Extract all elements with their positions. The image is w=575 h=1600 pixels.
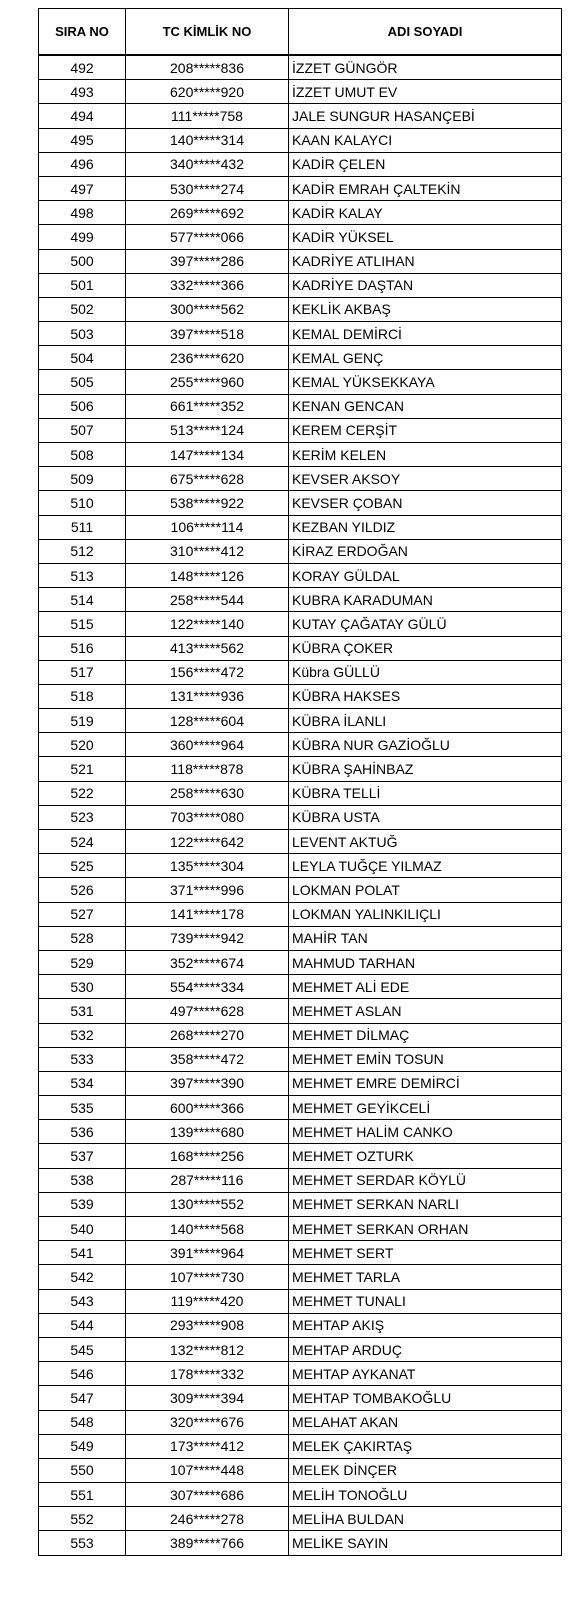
row-tc-kimlik-no: 352*****674 — [126, 950, 289, 974]
row-sira-no: 536 — [39, 1120, 126, 1144]
row-adi-soyadi: MEHTAP AYKANAT — [289, 1362, 562, 1386]
row-sira-no: 492 — [39, 55, 126, 80]
row-tc-kimlik-no: 309*****394 — [126, 1386, 289, 1410]
row-adi-soyadi: İZZET GÜNGÖR — [289, 55, 562, 80]
row-tc-kimlik-no: 577*****066 — [126, 225, 289, 249]
row-sira-no: 507 — [39, 418, 126, 442]
table-row — [39, 176, 562, 200]
row-adi-soyadi: MEHMET EMİN TOSUN — [289, 1047, 562, 1071]
row-adi-soyadi: MELİKE SAYIN — [289, 1531, 562, 1555]
row-sira-no: 538 — [39, 1168, 126, 1192]
row-sira-no: 539 — [39, 1192, 126, 1216]
row-tc-kimlik-no: 389*****766 — [126, 1531, 289, 1555]
row-adi-soyadi: MEHMET SERKAN ORHAN — [289, 1217, 562, 1241]
row-sira-no: 500 — [39, 249, 126, 273]
row-tc-kimlik-no: 332*****366 — [126, 273, 289, 297]
row-tc-kimlik-no: 128*****604 — [126, 709, 289, 733]
table-row — [39, 830, 562, 854]
table-row — [39, 1507, 562, 1531]
row-adi-soyadi: KEMAL YÜKSEKKAYA — [289, 370, 562, 394]
row-tc-kimlik-no: 130*****552 — [126, 1192, 289, 1216]
row-sira-no: 499 — [39, 225, 126, 249]
row-tc-kimlik-no: 513*****124 — [126, 418, 289, 442]
row-adi-soyadi: MEHTAP AKIŞ — [289, 1313, 562, 1337]
row-tc-kimlik-no: 554*****334 — [126, 975, 289, 999]
row-adi-soyadi: KADRİYE ATLIHAN — [289, 249, 562, 273]
table-row — [39, 225, 562, 249]
row-tc-kimlik-no: 236*****620 — [126, 346, 289, 370]
row-sira-no: 534 — [39, 1071, 126, 1095]
row-tc-kimlik-no: 358*****472 — [126, 1047, 289, 1071]
row-sira-no: 543 — [39, 1289, 126, 1313]
row-sira-no: 497 — [39, 176, 126, 200]
row-tc-kimlik-no: 307*****686 — [126, 1483, 289, 1507]
row-tc-kimlik-no: 107*****730 — [126, 1265, 289, 1289]
row-sira-no: 495 — [39, 128, 126, 152]
row-tc-kimlik-no: 107*****448 — [126, 1458, 289, 1482]
row-adi-soyadi: MEHMET TUNALI — [289, 1289, 562, 1313]
row-sira-no: 505 — [39, 370, 126, 394]
row-adi-soyadi: MAHİR TAN — [289, 926, 562, 950]
row-adi-soyadi: MELEK DİNÇER — [289, 1458, 562, 1482]
row-adi-soyadi: KAAN KALAYCI — [289, 128, 562, 152]
row-tc-kimlik-no: 360*****964 — [126, 733, 289, 757]
table-row — [39, 201, 562, 225]
table-row — [39, 443, 562, 467]
row-sira-no: 511 — [39, 515, 126, 539]
table-row — [39, 297, 562, 321]
table-row — [39, 1386, 562, 1410]
row-sira-no: 506 — [39, 394, 126, 418]
row-sira-no: 549 — [39, 1434, 126, 1458]
row-sira-no: 518 — [39, 684, 126, 708]
row-sira-no: 532 — [39, 1023, 126, 1047]
table-row — [39, 975, 562, 999]
table-row — [39, 1483, 562, 1507]
row-sira-no: 526 — [39, 878, 126, 902]
row-sira-no: 517 — [39, 660, 126, 684]
row-sira-no: 545 — [39, 1337, 126, 1361]
table-row — [39, 249, 562, 273]
table-row — [39, 878, 562, 902]
row-sira-no: 547 — [39, 1386, 126, 1410]
row-tc-kimlik-no: 122*****642 — [126, 830, 289, 854]
table-row — [39, 709, 562, 733]
row-adi-soyadi: LEVENT AKTUĞ — [289, 830, 562, 854]
row-sira-no: 550 — [39, 1458, 126, 1482]
table-row — [39, 1168, 562, 1192]
table-row — [39, 781, 562, 805]
row-adi-soyadi: MEHMET HALİM CANKO — [289, 1120, 562, 1144]
row-tc-kimlik-no: 246*****278 — [126, 1507, 289, 1531]
row-tc-kimlik-no: 620*****920 — [126, 80, 289, 104]
row-sira-no: 504 — [39, 346, 126, 370]
row-sira-no: 513 — [39, 563, 126, 587]
table-row — [39, 1192, 562, 1216]
table-row — [39, 80, 562, 104]
row-adi-soyadi: JALE SUNGUR HASANÇEBİ — [289, 104, 562, 128]
row-tc-kimlik-no: 140*****314 — [126, 128, 289, 152]
row-tc-kimlik-no: 300*****562 — [126, 297, 289, 321]
row-adi-soyadi: KEZBAN YILDIZ — [289, 515, 562, 539]
table-row — [39, 733, 562, 757]
table-row — [39, 1071, 562, 1095]
row-sira-no: 525 — [39, 854, 126, 878]
row-adi-soyadi: KEREM CERŞİT — [289, 418, 562, 442]
row-adi-soyadi: Kübra GÜLLÜ — [289, 660, 562, 684]
row-adi-soyadi: KÜBRA NUR GAZİOĞLU — [289, 733, 562, 757]
row-sira-no: 546 — [39, 1362, 126, 1386]
row-adi-soyadi: MELİHA BULDAN — [289, 1507, 562, 1531]
row-adi-soyadi: LEYLA TUĞÇE YILMAZ — [289, 854, 562, 878]
row-sira-no: 493 — [39, 80, 126, 104]
row-adi-soyadi: KÜBRA TELLİ — [289, 781, 562, 805]
row-adi-soyadi: KENAN GENCAN — [289, 394, 562, 418]
row-sira-no: 519 — [39, 709, 126, 733]
row-adi-soyadi: KEVSER AKSOY — [289, 467, 562, 491]
row-tc-kimlik-no: 106*****114 — [126, 515, 289, 539]
table-row — [39, 491, 562, 515]
table-row — [39, 612, 562, 636]
table-row — [39, 394, 562, 418]
table-row — [39, 104, 562, 128]
row-tc-kimlik-no: 140*****568 — [126, 1217, 289, 1241]
table-row — [39, 1434, 562, 1458]
table-row — [39, 684, 562, 708]
name-list-table — [38, 8, 562, 1556]
row-tc-kimlik-no: 168*****256 — [126, 1144, 289, 1168]
row-tc-kimlik-no: 397*****390 — [126, 1071, 289, 1095]
row-adi-soyadi: MEHMET TARLA — [289, 1265, 562, 1289]
row-tc-kimlik-no: 530*****274 — [126, 176, 289, 200]
table-row — [39, 588, 562, 612]
row-sira-no: 537 — [39, 1144, 126, 1168]
row-adi-soyadi: KÜBRA İLANLI — [289, 709, 562, 733]
row-tc-kimlik-no: 320*****676 — [126, 1410, 289, 1434]
row-tc-kimlik-no: 538*****922 — [126, 491, 289, 515]
row-tc-kimlik-no: 397*****518 — [126, 322, 289, 346]
row-tc-kimlik-no: 739*****942 — [126, 926, 289, 950]
table-row — [39, 1337, 562, 1361]
row-sira-no: 535 — [39, 1096, 126, 1120]
row-tc-kimlik-no: 675*****628 — [126, 467, 289, 491]
table-row — [39, 322, 562, 346]
table-row — [39, 805, 562, 829]
row-adi-soyadi: MEHMET SERKAN NARLI — [289, 1192, 562, 1216]
table-row — [39, 1289, 562, 1313]
table-body — [39, 55, 562, 1555]
row-sira-no: 510 — [39, 491, 126, 515]
row-adi-soyadi: MEHMET SERDAR KÖYLÜ — [289, 1168, 562, 1192]
row-tc-kimlik-no: 119*****420 — [126, 1289, 289, 1313]
row-sira-no: 512 — [39, 539, 126, 563]
row-adi-soyadi: KÜBRA ŞAHİNBAZ — [289, 757, 562, 781]
row-tc-kimlik-no: 173*****412 — [126, 1434, 289, 1458]
table-row — [39, 273, 562, 297]
row-sira-no: 494 — [39, 104, 126, 128]
row-adi-soyadi: KERİM KELEN — [289, 443, 562, 467]
header-tc-kimlik-no: TC KİMLİK NO — [126, 9, 289, 56]
header-row — [39, 9, 562, 56]
row-sira-no: 498 — [39, 201, 126, 225]
row-adi-soyadi: KUBRA KARADUMAN — [289, 588, 562, 612]
row-tc-kimlik-no: 135*****304 — [126, 854, 289, 878]
row-sira-no: 516 — [39, 636, 126, 660]
row-adi-soyadi: KADİR KALAY — [289, 201, 562, 225]
row-adi-soyadi: MEHMET SERT — [289, 1241, 562, 1265]
row-adi-soyadi: MEHTAP TOMBAKOĞLU — [289, 1386, 562, 1410]
row-adi-soyadi: MELEK ÇAKIRTAŞ — [289, 1434, 562, 1458]
table-row — [39, 1217, 562, 1241]
row-sira-no: 496 — [39, 152, 126, 176]
table-header — [39, 9, 562, 56]
row-adi-soyadi: KEVSER ÇOBAN — [289, 491, 562, 515]
table-row — [39, 926, 562, 950]
row-sira-no: 514 — [39, 588, 126, 612]
row-sira-no: 533 — [39, 1047, 126, 1071]
row-tc-kimlik-no: 148*****126 — [126, 563, 289, 587]
row-sira-no: 501 — [39, 273, 126, 297]
row-adi-soyadi: MEHMET EMRE DEMİRCİ — [289, 1071, 562, 1095]
row-sira-no: 544 — [39, 1313, 126, 1337]
table-row — [39, 854, 562, 878]
row-tc-kimlik-no: 258*****544 — [126, 588, 289, 612]
table-row — [39, 636, 562, 660]
row-tc-kimlik-no: 268*****270 — [126, 1023, 289, 1047]
row-sira-no: 551 — [39, 1483, 126, 1507]
row-sira-no: 521 — [39, 757, 126, 781]
table-row — [39, 1265, 562, 1289]
row-sira-no: 509 — [39, 467, 126, 491]
row-adi-soyadi: LOKMAN YALINKILIÇLI — [289, 902, 562, 926]
row-tc-kimlik-no: 293*****908 — [126, 1313, 289, 1337]
row-adi-soyadi: KEKLİK AKBAŞ — [289, 297, 562, 321]
row-adi-soyadi: KUTAY ÇAĞATAY GÜLÜ — [289, 612, 562, 636]
table-row — [39, 152, 562, 176]
table-row — [39, 1241, 562, 1265]
table-row — [39, 539, 562, 563]
row-sira-no: 502 — [39, 297, 126, 321]
table-row — [39, 1096, 562, 1120]
row-adi-soyadi: KADRİYE DAŞTAN — [289, 273, 562, 297]
table-row — [39, 1120, 562, 1144]
row-adi-soyadi: MEHMET ALİ EDE — [289, 975, 562, 999]
row-tc-kimlik-no: 178*****332 — [126, 1362, 289, 1386]
row-tc-kimlik-no: 397*****286 — [126, 249, 289, 273]
row-sira-no: 503 — [39, 322, 126, 346]
table-row — [39, 1023, 562, 1047]
table-row — [39, 370, 562, 394]
row-sira-no: 527 — [39, 902, 126, 926]
row-adi-soyadi: KÜBRA USTA — [289, 805, 562, 829]
row-sira-no: 541 — [39, 1241, 126, 1265]
table-row — [39, 1531, 562, 1555]
row-tc-kimlik-no: 131*****936 — [126, 684, 289, 708]
row-tc-kimlik-no: 258*****630 — [126, 781, 289, 805]
table-row — [39, 418, 562, 442]
table-row — [39, 660, 562, 684]
row-tc-kimlik-no: 600*****366 — [126, 1096, 289, 1120]
row-tc-kimlik-no: 661*****352 — [126, 394, 289, 418]
row-tc-kimlik-no: 497*****628 — [126, 999, 289, 1023]
table-row — [39, 346, 562, 370]
row-adi-soyadi: KİRAZ ERDOĞAN — [289, 539, 562, 563]
row-sira-no: 548 — [39, 1410, 126, 1434]
row-adi-soyadi: MEHMET GEYİKCELİ — [289, 1096, 562, 1120]
row-adi-soyadi: MEHTAP ARDUÇ — [289, 1337, 562, 1361]
row-tc-kimlik-no: 122*****140 — [126, 612, 289, 636]
row-tc-kimlik-no: 118*****878 — [126, 757, 289, 781]
row-sira-no: 552 — [39, 1507, 126, 1531]
row-sira-no: 520 — [39, 733, 126, 757]
row-tc-kimlik-no: 287*****116 — [126, 1168, 289, 1192]
row-adi-soyadi: KADİR ÇELEN — [289, 152, 562, 176]
row-adi-soyadi: MELAHAT AKAN — [289, 1410, 562, 1434]
row-sira-no: 528 — [39, 926, 126, 950]
row-adi-soyadi: MEHMET OZTURK — [289, 1144, 562, 1168]
row-adi-soyadi: KEMAL DEMİRCİ — [289, 322, 562, 346]
table-row — [39, 1362, 562, 1386]
row-adi-soyadi: KÜBRA HAKSES — [289, 684, 562, 708]
row-tc-kimlik-no: 371*****996 — [126, 878, 289, 902]
row-adi-soyadi: MEHMET ASLAN — [289, 999, 562, 1023]
row-adi-soyadi: MAHMUD TARHAN — [289, 950, 562, 974]
table-row — [39, 1458, 562, 1482]
table-row — [39, 902, 562, 926]
row-tc-kimlik-no: 269*****692 — [126, 201, 289, 225]
row-tc-kimlik-no: 147*****134 — [126, 443, 289, 467]
row-tc-kimlik-no: 208*****836 — [126, 55, 289, 80]
table-row — [39, 950, 562, 974]
table-row — [39, 467, 562, 491]
table-row — [39, 1410, 562, 1434]
row-sira-no: 553 — [39, 1531, 126, 1555]
row-tc-kimlik-no: 255*****960 — [126, 370, 289, 394]
table-row — [39, 128, 562, 152]
row-tc-kimlik-no: 413*****562 — [126, 636, 289, 660]
row-adi-soyadi: KEMAL GENÇ — [289, 346, 562, 370]
row-sira-no: 508 — [39, 443, 126, 467]
row-sira-no: 531 — [39, 999, 126, 1023]
row-sira-no: 515 — [39, 612, 126, 636]
row-sira-no: 523 — [39, 805, 126, 829]
table-row — [39, 563, 562, 587]
row-tc-kimlik-no: 340*****432 — [126, 152, 289, 176]
table-row — [39, 1144, 562, 1168]
row-adi-soyadi: KÜBRA ÇOKER — [289, 636, 562, 660]
row-tc-kimlik-no: 132*****812 — [126, 1337, 289, 1361]
header-sira-no: SIRA NO — [39, 9, 126, 56]
table-row — [39, 515, 562, 539]
row-tc-kimlik-no: 703*****080 — [126, 805, 289, 829]
row-sira-no: 530 — [39, 975, 126, 999]
row-adi-soyadi: LOKMAN POLAT — [289, 878, 562, 902]
row-adi-soyadi: KADİR EMRAH ÇALTEKİN — [289, 176, 562, 200]
row-adi-soyadi: KADİR YÜKSEL — [289, 225, 562, 249]
row-sira-no: 540 — [39, 1217, 126, 1241]
table-row — [39, 55, 562, 80]
row-sira-no: 524 — [39, 830, 126, 854]
table-row — [39, 999, 562, 1023]
row-tc-kimlik-no: 391*****964 — [126, 1241, 289, 1265]
header-adi-soyadi: ADI SOYADI — [289, 9, 562, 56]
row-tc-kimlik-no: 139*****680 — [126, 1120, 289, 1144]
row-sira-no: 542 — [39, 1265, 126, 1289]
row-tc-kimlik-no: 141*****178 — [126, 902, 289, 926]
row-tc-kimlik-no: 310*****412 — [126, 539, 289, 563]
row-adi-soyadi: İZZET UMUT EV — [289, 80, 562, 104]
table-row — [39, 1047, 562, 1071]
table-row — [39, 1313, 562, 1337]
row-adi-soyadi: MELİH TONOĞLU — [289, 1483, 562, 1507]
row-adi-soyadi: KORAY GÜLDAL — [289, 563, 562, 587]
row-tc-kimlik-no: 156*****472 — [126, 660, 289, 684]
table-row — [39, 757, 562, 781]
row-sira-no: 529 — [39, 950, 126, 974]
row-sira-no: 522 — [39, 781, 126, 805]
row-adi-soyadi: MEHMET DİLMAÇ — [289, 1023, 562, 1047]
row-tc-kimlik-no: 111*****758 — [126, 104, 289, 128]
